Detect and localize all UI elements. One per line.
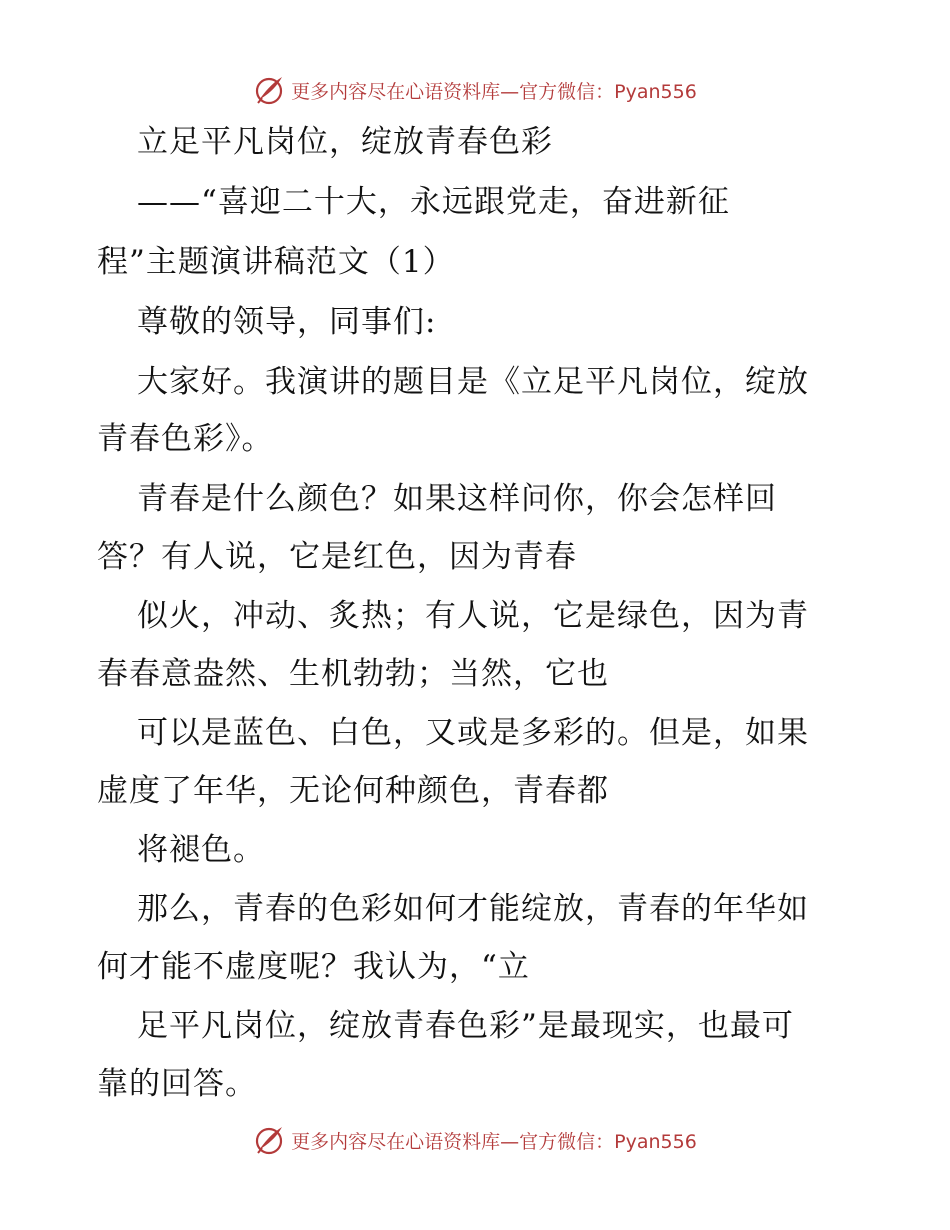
doc-subtitle-line-1: ——“喜迎二十大，永远跟党走，奋进新征	[137, 184, 730, 220]
quill-pen-logo-icon	[253, 74, 285, 106]
paragraph-line: 青春色彩》。	[97, 421, 274, 457]
footer-banner	[0, 1120, 950, 1160]
quill-pen-logo-icon	[253, 1124, 285, 1156]
paragraph-line: 青春是什么颜色？如果这样问你，你会怎样回	[137, 481, 777, 517]
paragraph-line: 将褪色。	[137, 832, 265, 868]
paragraph-line: 似火，冲动、炙热；有人说，它是绿色，因为青	[137, 598, 809, 634]
paragraph-line: 答？有人说，它是红色，因为青春	[97, 539, 577, 575]
doc-title: 立足平凡岗位，绽放青春色彩	[137, 124, 553, 160]
paragraph-line: 那么，青春的色彩如何才能绽放，青春的年华如	[137, 891, 809, 927]
paragraph-line: 靠的回答。	[97, 1066, 257, 1102]
paragraph-line: 虚度了年华，无论何种颜色，青春都	[97, 773, 609, 809]
paragraph-line: 春春意盎然、生机勃勃；当然，它也	[97, 656, 609, 692]
footer-banner-text: 更多内容尽在心语资料库—官方微信：Pyan556	[291, 1130, 697, 1153]
paragraph-line: 足平凡岗位，绽放青春色彩”是最现实，也最可	[137, 1008, 794, 1044]
paragraph-line: 可以是蓝色、白色，又或是多彩的。但是，如果	[137, 715, 809, 751]
doc-subtitle-line-2: 程”主题演讲稿范文（1）	[97, 244, 455, 280]
header-banner	[0, 70, 950, 110]
doc-salutation: 尊敬的领导，同事们:	[137, 304, 437, 340]
paragraph-line: 大家好。我演讲的题目是《立足平凡岗位，绽放	[137, 364, 809, 400]
header-banner-text: 更多内容尽在心语资料库—官方微信：Pyan556	[291, 80, 697, 103]
paragraph-line: 何才能不虚度呢？我认为，“立	[97, 949, 530, 985]
